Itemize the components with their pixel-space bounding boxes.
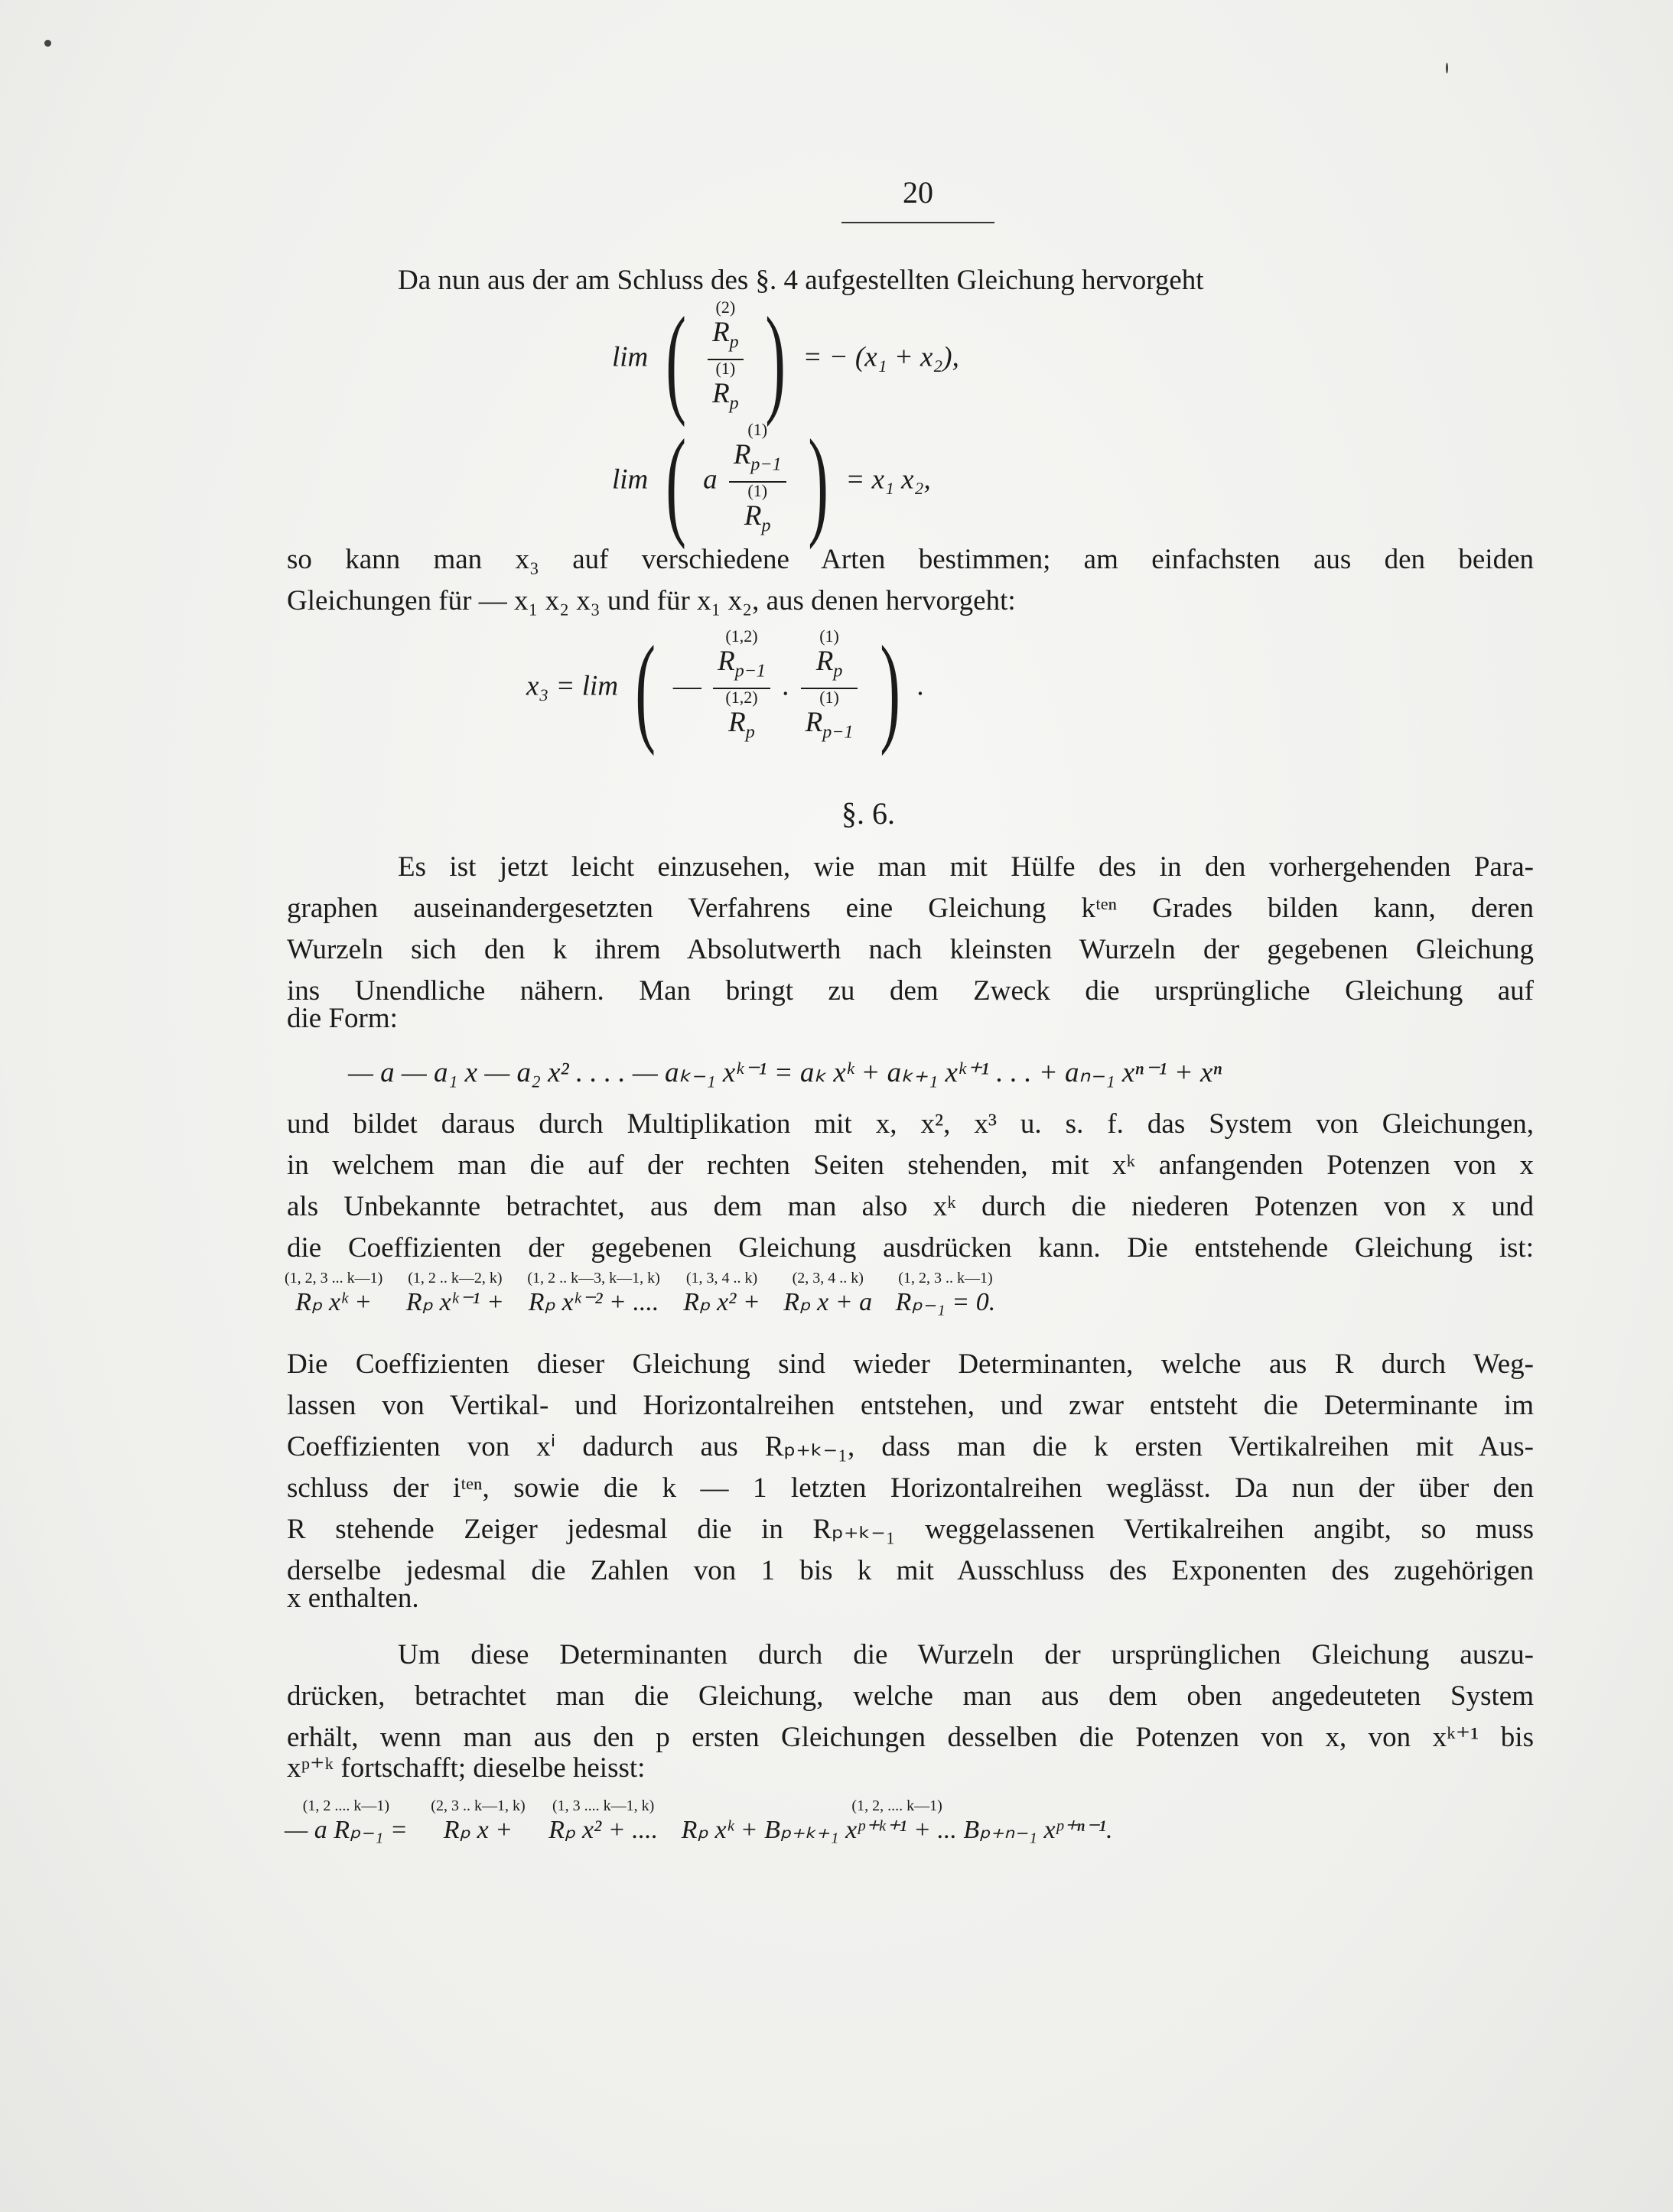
term-expression: Rₚ₋₁ = 0.	[895, 1288, 996, 1316]
formula-lhs: x₃ = lim	[526, 670, 619, 702]
text-line: x enthalten.	[287, 1583, 419, 1614]
right-paren: )	[765, 291, 786, 428]
determinant-symbol: R	[728, 707, 746, 738]
equation-term	[682, 1797, 1113, 1845]
section-heading: §. 6.	[841, 796, 895, 831]
formula-lim-2	[612, 414, 931, 550]
determinant-subscript: p	[729, 393, 739, 414]
right-paren: )	[880, 620, 900, 756]
scan-speck	[1446, 63, 1448, 73]
determinant-index: (1)	[819, 626, 839, 646]
term-expression: Rₚ xᵏ⁻² + ....	[528, 1288, 659, 1316]
equation-term	[406, 1270, 504, 1317]
term-expression: Rₚ x² +	[683, 1288, 760, 1316]
fraction	[713, 628, 770, 750]
text-line: lassen von Vertikal- und Horizontalreihen entstehen, und zwar entsteht die Determinante im	[287, 1390, 1534, 1421]
determinant-symbol: R	[712, 378, 730, 409]
page-number-rule	[841, 222, 994, 223]
equation-term	[683, 1270, 760, 1317]
determinant-index: (2)	[715, 297, 736, 317]
determinant-index: (1, 3 .... k—1, k)	[552, 1797, 655, 1814]
text-line: Da nun aus der am Schluss des §. 4 aufgestellten Gleichung hervorgeht	[398, 265, 1204, 296]
fraction	[729, 421, 786, 543]
formula-end: .	[917, 670, 925, 702]
formula-x3	[526, 620, 925, 756]
term-expression: Rₚ xᵏ⁻¹ +	[405, 1288, 504, 1316]
text-line: Wurzeln sich den k ihrem Absolutwerth nach kleinsten Wurzeln der gegebenen Gleichung	[287, 934, 1534, 965]
determinant-index: (1)	[747, 419, 768, 439]
term-expression: — a Rₚ₋₁ =	[285, 1816, 408, 1844]
determinant-subscript: p	[729, 332, 739, 352]
equation-term	[431, 1797, 525, 1845]
left-paren: (	[635, 620, 656, 756]
lim-label: lim	[612, 341, 649, 373]
minus-sign: —	[672, 670, 701, 702]
term-expression: Rₚ x +	[443, 1816, 513, 1844]
text-line: R stehende Zeiger jedesmal die in Rₚ₊ₖ₋₁ weggelassenen Vertikalreihen angibt, so muss	[287, 1514, 1534, 1545]
equation-term	[548, 1797, 658, 1845]
text-line: schluss der iᵗᵉⁿ, sowie die k — 1 letzten Horizontalreihen weglässt. Da nun der über den	[287, 1472, 1534, 1504]
determinant-subscript: p	[745, 722, 755, 743]
determinant-index: (2, 3, 4 .. k)	[792, 1270, 864, 1287]
determinant-index: (1, 2, .... k—1)	[851, 1797, 942, 1814]
formula-rhs: = − (x₁ + x₂),	[802, 341, 959, 373]
formula-lim-1	[612, 291, 959, 428]
formula-rhs: = x₁ x₂,	[845, 464, 931, 496]
text-line: so kann man x₃ auf verschiedene Arten bestimmen; am einfachsten aus den beiden	[287, 544, 1534, 575]
determinant-subscript: p−1	[734, 661, 766, 681]
fraction	[708, 299, 744, 421]
text-line: die Coeffizienten der gegebenen Gleichung ausdrücken kann. Die entstehende Gleichung ist:	[287, 1232, 1534, 1264]
fraction	[801, 628, 858, 750]
determinant-subscript: p−1	[822, 722, 854, 743]
term-expression: Rₚ xᵏ +	[295, 1288, 373, 1316]
text-line: und bildet daraus durch Multiplikation mit x, x², x³ u. s. f. das System von Gleichungen,	[287, 1108, 1534, 1140]
text-line: xᵖ⁺ᵏ fortschafft; dieselbe heisst:	[287, 1752, 646, 1784]
equation-term	[285, 1797, 408, 1845]
text-line: Coeffizienten von xⁱ dadurch aus Rₚ₊ₖ₋₁, dass man die k ersten Vertikalreihen mit Aus-	[287, 1431, 1534, 1462]
page-number: 20	[903, 175, 933, 210]
determinant-symbol: R	[712, 316, 730, 348]
formula-polynomial-form: — a — a₁ x — a₂ x² . . . . — aₖ₋₁ xᵏ⁻¹ = aₖ xᵏ + aₖ₊₁ xᵏ⁺¹ . . . + aₙ₋₁ xⁿ⁻¹ + xⁿ	[348, 1057, 1222, 1088]
equation-term	[896, 1270, 996, 1317]
term-expression: Rₚ x + a	[783, 1288, 873, 1316]
text-line: Es ist jetzt leicht einzusehen, wie man mit Hülfe des in den vorhergehenden Para-	[398, 851, 1534, 883]
determinant-symbol: R	[718, 645, 735, 677]
determinant-index: (1)	[819, 688, 839, 707]
equation-term	[285, 1270, 382, 1317]
text-line: derselbe jedesmal die Zahlen von 1 bis k mit Ausschluss des Exponenten des zugehörigen	[287, 1555, 1534, 1586]
determinant-subscript: p	[761, 516, 771, 536]
determinant-index: (1, 2, 3 ... k—1)	[285, 1270, 383, 1287]
text-line: Um diese Determinanten durch die Wurzeln der ursprünglichen Gleichung auszu-	[398, 1639, 1534, 1670]
dot-operator: .	[782, 670, 789, 702]
determinant-index: (1,2)	[725, 688, 758, 707]
equation-term	[783, 1270, 872, 1317]
text-line: die Form:	[287, 1003, 398, 1034]
determinant-index: (1, 2, 3 .. k—1)	[898, 1270, 993, 1287]
determinant-index: (2, 3 .. k—1, k)	[431, 1797, 526, 1814]
determinant-index: (1,2)	[725, 626, 758, 646]
left-paren: (	[665, 291, 686, 428]
determinant-symbol: R	[744, 500, 762, 532]
coefficient-a: a	[703, 464, 718, 496]
text-line: als Unbekannte betrachtet, aus dem man also xᵏ durch die niederen Potenzen von x und	[287, 1191, 1534, 1222]
text-line: Die Coeffizienten dieser Gleichung sind wieder Determinanten, welche aus R durch Weg-	[287, 1348, 1534, 1380]
determinant-subscript: p−1	[750, 454, 782, 474]
left-paren: (	[665, 414, 686, 550]
text-line: drücken, betrachtet man die Gleichung, welche man aus dem oben angedeuteten System	[287, 1680, 1534, 1712]
determinant-index: (1, 2 .. k—2, k)	[408, 1270, 503, 1287]
term-expression: Rₚ x² + ....	[548, 1816, 659, 1844]
scan-speck	[44, 40, 51, 47]
term-expression: Rₚ xᵏ + Bₚ₊ₖ₊₁ xᵖ⁺ᵏ⁺¹ + ... Bₚ₊ₙ₋₁ xᵖ⁺ⁿ⁻¹.	[681, 1816, 1113, 1844]
text-line: graphen auseinandergesetzten Verfahrens eine Gleichung kᵗᵉⁿ Grades bilden kann, deren	[287, 893, 1534, 924]
equation-term	[527, 1270, 659, 1317]
determinant-index: (1, 2 .. k—3, k—1, k)	[527, 1270, 660, 1287]
determinant-index: (1)	[715, 359, 736, 378]
determinant-index: (1)	[747, 481, 768, 500]
determinant-symbol: R	[805, 707, 823, 738]
determinant-index: (1, 3, 4 .. k)	[685, 1270, 758, 1287]
lim-label: lim	[612, 464, 649, 496]
text-line: Gleichungen für — x₁ x₂ x₃ und für x₁ x₂, aus denen hervorgeht:	[287, 585, 1016, 616]
text-line: erhält, wenn man aus den p ersten Gleichungen desselben die Potenzen von x, von xᵏ⁺¹ bis	[287, 1722, 1534, 1753]
determinant-symbol: R	[733, 438, 751, 470]
text-line: in welchem man die auf der rechten Seiten stehenden, mit xᵏ anfangenden Potenzen von x	[287, 1150, 1534, 1181]
determinant-index: (1, 2 .... k—1)	[302, 1797, 390, 1814]
text-line: ins Unendliche nähern. Man bringt zu dem Zweck die ursprüngliche Gleichung auf	[287, 975, 1534, 1007]
formula-final-equation	[285, 1797, 1113, 1845]
determinant-subscript: p	[833, 661, 843, 681]
determinant-symbol: R	[815, 645, 834, 677]
right-paren: )	[808, 414, 828, 550]
formula-determinant-equation	[285, 1270, 995, 1317]
